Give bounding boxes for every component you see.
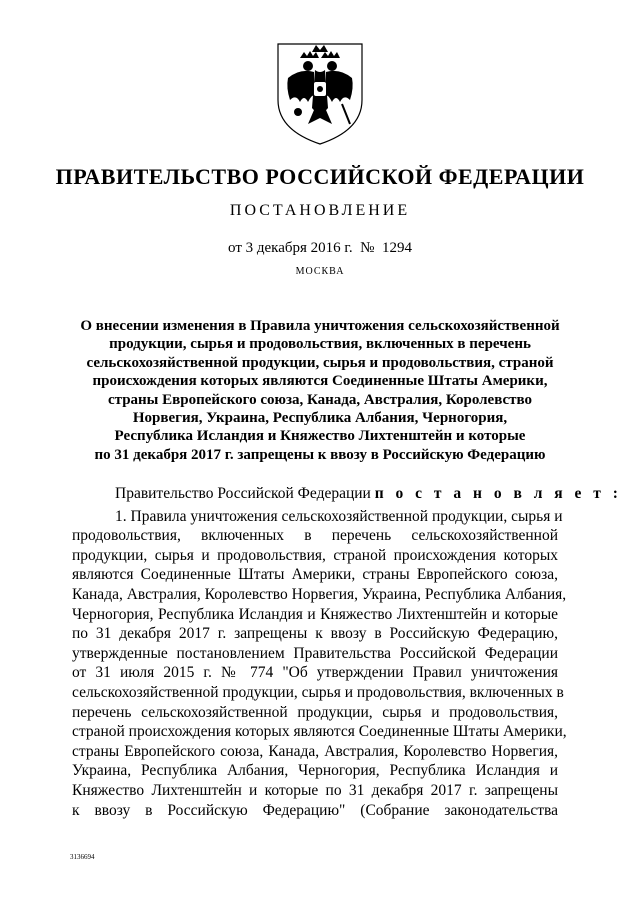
document-body	[72, 484, 622, 820]
document-code: 3136694	[70, 853, 95, 861]
heading-line: сельскохозяйственной продукции, сырья и продовольствия, страной	[86, 354, 554, 371]
body-line: к ввозу в Российскую Федерацию" (Собрание законодательства	[72, 801, 558, 819]
document-type: ПОСТАНОВЛЕНИЕ	[229, 202, 411, 219]
body-line: утвержденные постановлением Правительства Российской Федерации	[72, 644, 558, 662]
body-line: Украина, Республика Албания, Черногория, Республика Исландия и	[72, 762, 558, 780]
body-line: по 31 декабря 2017 г. запрещены к ввозу в Российскую Федерацию,	[72, 625, 558, 643]
intro-text: Правительство Российской Федерации	[115, 485, 371, 502]
heading-line: страны Европейского союза, Канада, Австралия, Королевство	[107, 391, 533, 408]
heading-line: происхождения которых являются Соединенные Штаты Америки,	[92, 373, 548, 390]
government-title: ПРАВИТЕЛЬСТВО РОССИЙСКОЙ ФЕДЕРАЦИИ	[55, 164, 585, 189]
document-heading	[70, 317, 570, 464]
document-date-number: от 3 декабря 2016 г. № 1294	[228, 240, 412, 256]
city-name: МОСКВА	[295, 266, 345, 277]
body-line: Княжество Лихтенштейн и которые по 31 декабря 2017 г. запрещены	[72, 781, 558, 799]
body-line: продукции, сырья и продовольствия, страной происхождения которых	[72, 546, 558, 564]
body-line: сельскохозяйственной продукции, сырья и продовольствия, включенных в	[72, 683, 564, 701]
body-line: продовольствия, включенных в перечень сельскохозяйственной	[72, 527, 558, 545]
body-line: страны Европейского союза, Канада, Австралия, Королевство Норвегия,	[72, 742, 558, 760]
body-line: Черногория, Республика Исландия и Княжество Лихтенштейн и которые	[72, 605, 558, 623]
body-line: от 31 июля 2015 г. № 774 "Об утверждении Правил уничтожения	[72, 664, 558, 682]
heading-line: продукции, сырья и продовольствия, включенных в перечень	[109, 336, 531, 353]
heading-line: Республика Исландия и Княжество Лихтенштейн и которые	[114, 428, 526, 445]
intro-emphasis: п о с т а н о в л я е т :	[374, 485, 622, 502]
body-line: 1. Правила уничтожения сельскохозяйственной продукции, сырья и	[115, 507, 563, 525]
state-emblem-icon	[270, 38, 370, 148]
body-line: страной происхождения которых являются Соединенные Штаты Америки,	[72, 723, 567, 741]
heading-line: О внесении изменения в Правила уничтожения сельскохозяйственной	[80, 318, 560, 334]
body-intro	[115, 484, 622, 504]
heading-line: по 31 декабря 2017 г. запрещены к ввозу в Российскую Федерацию	[94, 446, 546, 463]
body-line: являются Соединенные Штаты Америки, страны Европейского союза,	[72, 566, 558, 584]
body-line: перечень сельскохозяйственной продукции, сырья и продовольствия,	[72, 703, 558, 721]
heading-line: Норвегия, Украина, Республика Албания, Черногория,	[132, 410, 508, 427]
body-line: Канада, Австралия, Королевство Норвегия, Украина, Республика Албания,	[72, 585, 567, 603]
